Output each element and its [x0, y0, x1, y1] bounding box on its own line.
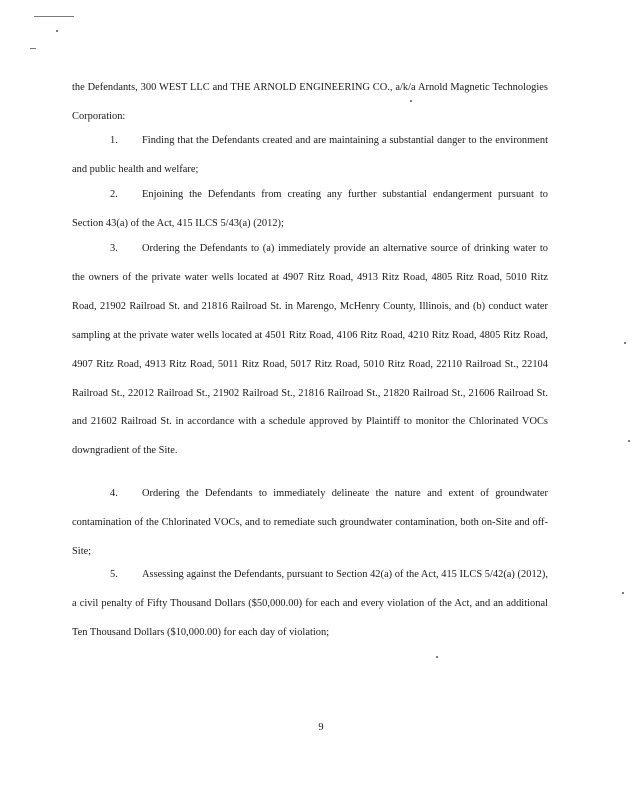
scan-artifact-dot: [628, 440, 630, 442]
intro-paragraph: the Defendants, 300 WEST LLC and THE ARNOLD ENGINEERING CO., a/k/a Arnold Magnetic Technologies Corporation:: [72, 82, 548, 122]
item-text: Ordering the Defendants to (a) immediately provide an alternative source of drinking water to the owners of the private water wells located at 4907 Ritz Road, 4913 Ritz Road, 4805 Ritz Road, 5010 Ritz Road, 21902 Railroad St. and 21816 Railroad St. in Marengo, McHenry County, Illinois, and (b) conduct water sampling at the private water wells located at 4501 Ritz Road, 4106 Ritz Road, 4210 Ritz Road, 4805 Ritz Road, 4907 Ritz Road, 4913 Ritz Road, 5011 Ritz Road, 5017 Ritz Road, 5010 Ritz Road, 22110 Railroad St., 22104 Railroad St., 22012 Railroad St., 21902 Railroad St., 21816 Railroad St., 21820 Railroad St., 21606 Railroad St. and 21602 Railroad St. in accordance with a schedule approved by Plaintiff to monitor the Chlorinated VOCs downgradient of the Site.: [72, 243, 548, 457]
list-item-2: [72, 181, 548, 239]
scan-artifact-dot: [56, 30, 58, 32]
scan-artifact-dot: [622, 592, 624, 594]
list-item-4: [72, 480, 548, 567]
list-item-5: [72, 561, 548, 648]
item-number: 5.: [110, 569, 118, 580]
item-number: 3.: [110, 243, 118, 254]
scan-artifact-left-mark: [30, 48, 36, 49]
scan-artifact-top-dashes: [34, 16, 74, 17]
item-text: Ordering the Defendants to immediately delineate the nature and extent of groundwater contamination of the Chlorinated VOCs, and to remediate such groundwater contamination, both on-Site and off-Site;: [72, 488, 548, 557]
item-number: 2.: [110, 189, 118, 200]
item-text: Assessing against the Defendants, pursuant to Section 42(a) of the Act, 415 ILCS 5/42(a) (2012), a civil penalty of Fifty Thousand Dollars ($50,000.00) for each and every violation of the Act, and an additional Ten Thousand Dollars ($10,000.00) for each day of violation;: [72, 569, 548, 638]
page-number: 9: [318, 722, 324, 733]
item-text: Finding that the Defendants created and are maintaining a substantial danger to the environment and public health and welfare;: [72, 135, 548, 175]
item-text: Enjoining the Defendants from creating any further substantial endangerment pursuant to Section 43(a) of the Act, 415 ILCS 5/43(a) (2012);: [72, 189, 548, 229]
item-number: 1.: [110, 135, 118, 146]
scan-artifact-dot: [624, 342, 626, 344]
item-number: 4.: [110, 488, 118, 499]
scan-artifact-dot: [436, 656, 438, 658]
list-item-1: [72, 127, 548, 185]
list-item-3: [72, 235, 548, 466]
